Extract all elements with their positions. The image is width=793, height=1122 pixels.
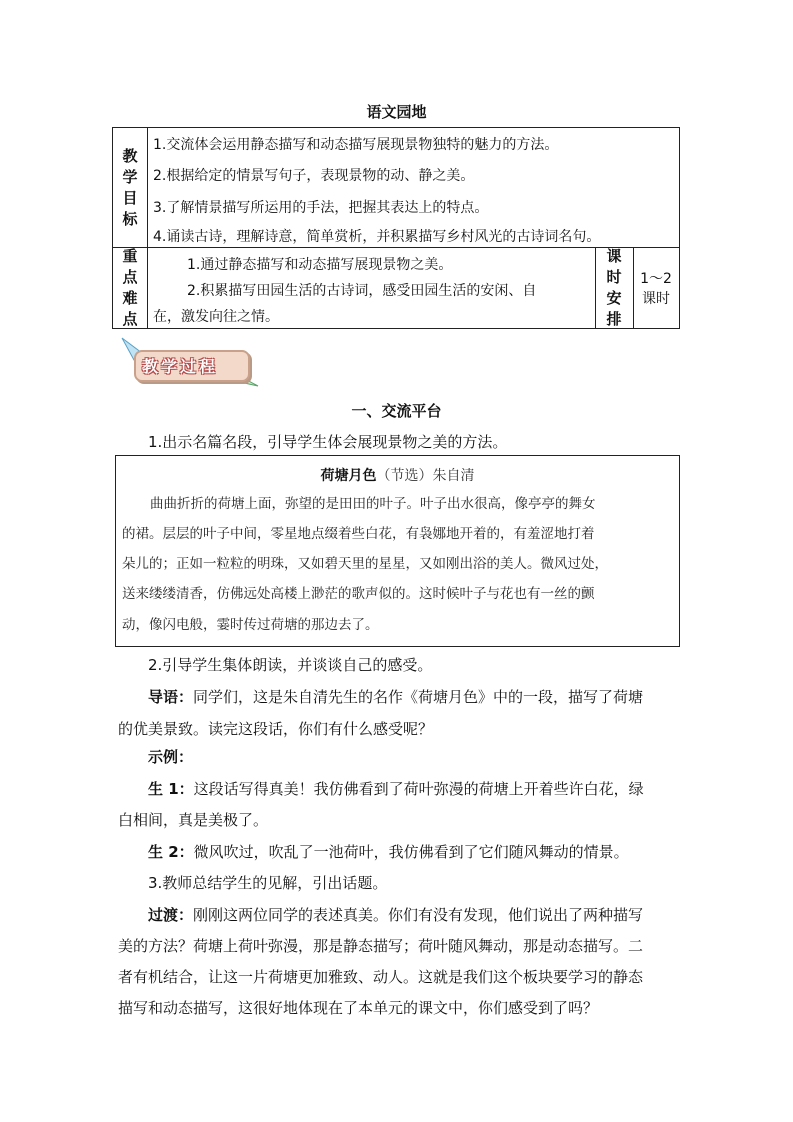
example-label: 示例：: [148, 748, 194, 766]
teaching-process-badge: [120, 336, 260, 388]
goal-item: 2.根据给定的情景写句子，表现景物的动、静之美。: [153, 168, 475, 184]
hours-value: 1～2 课时: [640, 271, 672, 307]
page-title: 语文园地: [366, 103, 427, 121]
goal-item: 3.了解情景描写所运用的手法，把握其表达上的特点。: [153, 200, 489, 216]
excerpt-line: 的裙。层层的叶子中间，零星地点缀着些白花，有袅娜地开着的，有羞涩地打着: [122, 526, 595, 542]
excerpt-line: 动，像闪电般，霎时传过荷塘的那边去了。: [122, 617, 379, 633]
transition-line: 者有机结合，让这一片荷塘更加雅致、动人。这就是我们这个板块要学习的静态: [118, 968, 644, 986]
lead-line: 导语：同学们，这是朱自清先生的名作《荷塘月色》中的一段，描写了荷塘: [148, 688, 644, 706]
transition-line: 美的方法？荷塘上荷叶弥漫，那是静态描写；荷叶随风舞动，那是动态描写。二: [118, 937, 644, 955]
goal-item: 4.诵读古诗，理解诗意，简单赏析，并积累描写乡村风光的古诗词名句。: [153, 229, 601, 245]
lesson-plan-table: [112, 127, 680, 329]
key-point-line: 在，激发向往之情。: [153, 309, 279, 325]
schedule-header: 课 时 安 排: [606, 246, 622, 328]
excerpt-title: 荷塘月色（节选）朱自清: [320, 468, 475, 484]
table-divider: [147, 128, 148, 328]
student-2-line: 生 2：微风吹过，吹乱了一池荷叶，我仿佛看到了它们随风舞动的情景。: [148, 843, 629, 861]
excerpt-box: [115, 455, 680, 647]
goal-item: 1.交流体会运用静态描写和动态描写展现景物独特的魅力的方法。: [153, 137, 559, 153]
student-1-line: 白相间，真是美极了。: [118, 811, 269, 829]
step-2: 2.引导学生集体朗读，并谈谈自己的感受。: [148, 656, 433, 674]
student-1-line: 生 1：这段话写得真美！我仿佛看到了荷叶弥漫的荷塘上开着些许白花，绿: [148, 780, 644, 798]
badge-text: 教学过程: [142, 357, 219, 376]
excerpt-line: 送来缕缕清香，仿佛远处高楼上渺茫的歌声似的。这时候叶子与花也有一丝的颤: [122, 586, 595, 602]
excerpt-line: 朵儿的；正如一粒粒的明珠，又如碧天里的星星，又如刚出浴的美人。微风过处，: [122, 556, 608, 572]
section-heading: 一、交流平台: [351, 402, 442, 420]
step-1: 1.出示名篇名段，引导学生体会展现景物之美的方法。: [148, 433, 508, 451]
lead-line: 的优美景致。读完这段话，你们有什么感受呢？: [118, 720, 434, 738]
key-point-line: 1.通过静态描写和动态描写展现景物之美。: [187, 257, 453, 273]
transition-line: 过渡：刚刚这两位同学的表述真美。你们有没有发现，他们说出了两种描写: [148, 906, 644, 924]
key-point-line: 2.积累描写田园生活的古诗词，感受田园生活的安闲、自: [187, 283, 537, 299]
step-3: 3.教师总结学生的见解，引出话题。: [148, 874, 388, 892]
goals-header: 教 学 目 标: [122, 146, 138, 228]
excerpt-line: 曲曲折折的荷塘上面，弥望的是田田的叶子。叶子出水很高，像亭亭的舞女: [150, 496, 596, 512]
transition-line: 描写和动态描写，这很好地体现在了本单元的课文中，你们感受到了吗？: [118, 999, 599, 1017]
key-points-header: 重 点 难 点: [122, 246, 138, 328]
